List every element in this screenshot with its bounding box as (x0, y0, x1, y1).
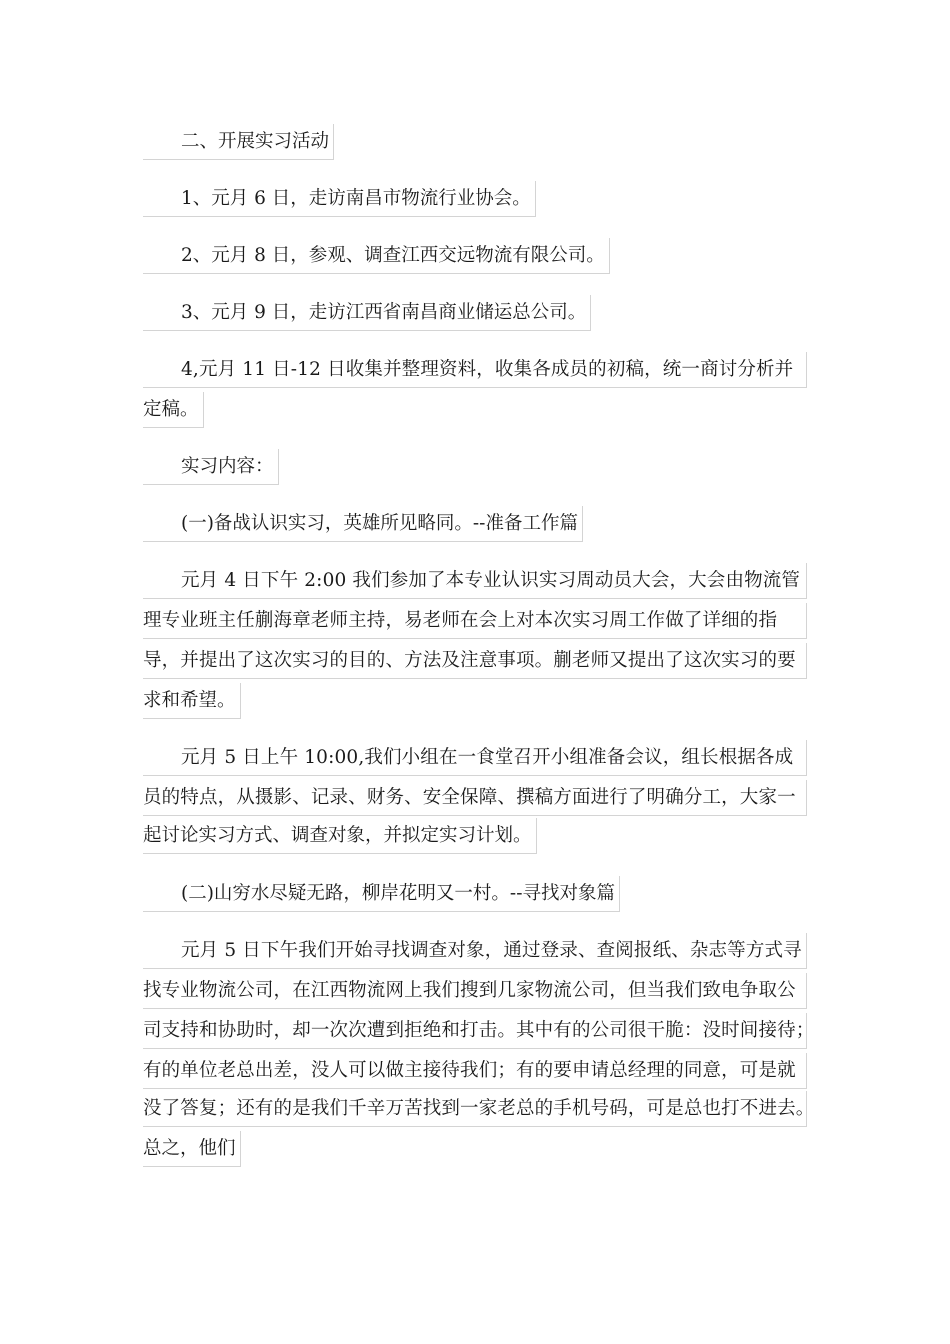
paragraph-3-line-1: 元月 5 日下午我们开始寻找调查对象，通过登录、查阅报纸、杂志等方式寻 (143, 933, 807, 969)
paragraph-3-line-2: 找专业物流公司，在江西物流网上我们搜到几家物流公司，但当我们致电争取公 (143, 973, 807, 1009)
activity-item-4-line-2: 定稿。 (143, 392, 204, 428)
activity-item-2: 2、元月 8 日，参观、调查江西交远物流有限公司。 (143, 238, 610, 274)
subsection-heading-1: (一)备战认识实习，英雄所见略同。--准备工作篇 (143, 506, 583, 542)
subsection-heading-2: (二)山穷水尽疑无路，柳岸花明又一村。--寻找对象篇 (143, 876, 620, 912)
content-heading: 实习内容： (143, 449, 279, 485)
paragraph-3-line-4: 有的单位老总出差，没人可以做主接待我们；有的要申请总经理的同意，可是就 (143, 1053, 807, 1089)
paragraph-2-line-2: 员的特点，从摄影、记录、财务、安全保障、撰稿方面进行了明确分工，大家一 (143, 780, 807, 816)
paragraph-3-line-5: 没了答复；还有的是我们千辛万苦找到一家老总的手机号码，可是总也打不进去。 (143, 1091, 807, 1127)
paragraph-2-line-3: 起讨论实习方式、调查对象，并拟定实习计划。 (143, 818, 537, 854)
paragraph-3-line-3: 司支持和协助时，却一次次遭到拒绝和打击。其中有的公司很干脆：没时间接待； (143, 1013, 807, 1049)
paragraph-1-line-2: 理专业班主任蒯海章老师主持，易老师在会上对本次实习周工作做了详细的指 (143, 603, 807, 639)
section-heading: 二、开展实习活动 (143, 124, 334, 160)
activity-item-1: 1、元月 6 日，走访南昌市物流行业协会。 (143, 181, 536, 217)
paragraph-1-line-3: 导，并提出了这次实习的目的、方法及注意事项。蒯老师又提出了这次实习的要 (143, 643, 807, 679)
paragraph-1-line-1: 元月 4 日下午 2:00 我们参加了本专业认识实习周动员大会，大会由物流管 (143, 563, 807, 599)
paragraph-3-line-6: 总之，他们 (143, 1131, 241, 1167)
paragraph-1-line-4: 求和希望。 (143, 683, 241, 719)
paragraph-2-line-1: 元月 5 日上午 10:00,我们小组在一食堂召开小组准备会议，组长根据各成 (143, 740, 807, 776)
activity-item-3: 3、元月 9 日，走访江西省南昌商业储运总公司。 (143, 295, 591, 331)
activity-item-4-line-1: 4,元月 11 日-12 日收集并整理资料，收集各成员的初稿，统一商讨分析并 (143, 352, 807, 388)
